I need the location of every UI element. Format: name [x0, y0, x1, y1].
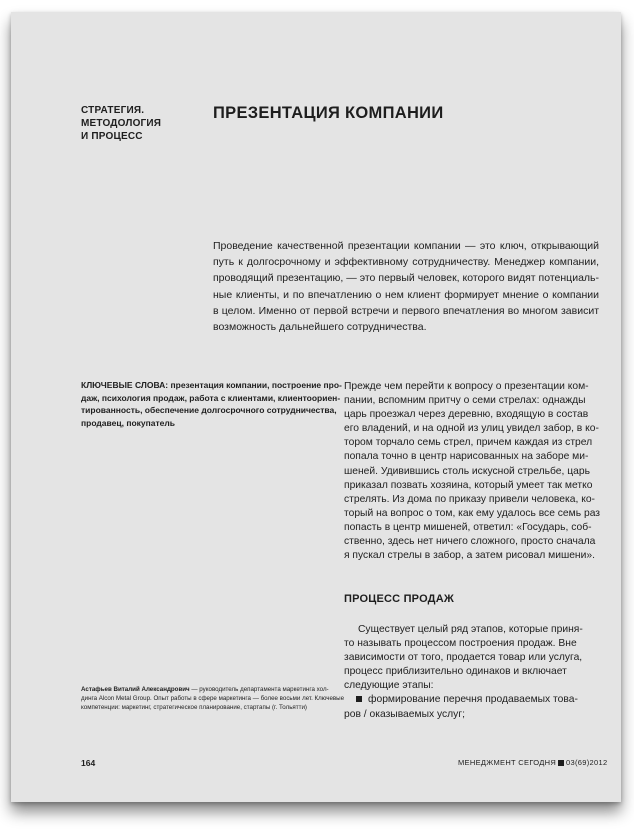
journal-name: МЕНЕДЖМЕНТ СЕГОДНЯ [458, 758, 557, 767]
author-line: компетенции: маркетинг, стратегическое планирование, стартапы (г. Тольятти) [81, 704, 307, 711]
square-bullet-icon [356, 696, 362, 702]
section-label: СТРАТЕГИЯ. МЕТОДОЛОГИЯ И ПРОЦЕСС [81, 105, 162, 142]
square-separator-icon [558, 760, 564, 766]
abstract-line: в целом. Именно от первой встречи и первого впечатления во многом зависит [213, 304, 599, 317]
body-text-sales-process [344, 623, 594, 722]
body-line: следующие этапы: [344, 680, 434, 692]
body-line: приказал позвать хозяина, который умеет так метко [344, 479, 593, 491]
bullet-item [344, 693, 594, 707]
document-page [11, 12, 621, 802]
author-line [81, 685, 333, 694]
keywords-line: тированность, обеспечение долгосрочного сотрудничества, [81, 405, 337, 415]
body-line: Существует целый ряд этапов, которые приня- [358, 624, 583, 635]
author-line: динга Alcon Metal Group. Опыт работы в сфере маркетинга — более восьми лет. Ключевые [81, 695, 345, 702]
bullet-text: формирование перечня продаваемых това- [368, 694, 578, 706]
author-role: — руководитель департамента маркетинга хол- [189, 686, 329, 693]
body-line: тором торчало семь стрел, причем каждая из стрел [344, 437, 593, 449]
author-note [81, 685, 345, 712]
body-line: то называть процессом построения продаж. Вне [344, 638, 577, 650]
body-line: зависимости от того, продается товар или услуга, [344, 652, 583, 664]
keywords-line: КЛЮЧЕВЫЕ СЛОВА: презентация компании, построение про- [81, 380, 342, 390]
abstract-line: Проведение качественной презентации компании — это ключ, открывающий [213, 240, 599, 252]
body-line: царь проезжал через деревню, входящую в состав [344, 409, 589, 421]
author-name: Астафьев Виталий Александрович [81, 686, 190, 693]
journal-footer [458, 758, 607, 767]
page-number: 164 [81, 758, 96, 768]
article-abstract [213, 238, 599, 335]
body-text-parable [344, 380, 601, 563]
body-line: попасть в центр мишеней, ответил: «Государь, соб- [344, 521, 592, 533]
body-line: процесс приблизительно одинаков и включает [344, 666, 567, 678]
abstract-line: возможность дальнейшего сотрудничества. [213, 321, 427, 334]
keywords-block [81, 379, 342, 429]
body-line: торый на вопрос о том, как ему удалось все семь раз [344, 507, 601, 519]
body-line: пании, вспомним притчу о семи стрелах: однажды [344, 395, 586, 407]
body-line: стрелять. Из дома по приказу привели человека, ко- [344, 493, 595, 505]
journal-issue: 03(69)2012 [566, 758, 608, 767]
abstract-line: проводящий презентацию, — это первый человек, которого видят потенциаль- [213, 272, 599, 285]
body-line: ственно, здесь нет ничего сложного, просто сначала [344, 536, 596, 548]
article-title: ПРЕЗЕНТАЦИЯ КОМПАНИИ [213, 104, 444, 122]
abstract-line: путь к долгосрочному и эффективному сотрудничеству. Менеджер компании, [213, 256, 599, 269]
body-line: его владений, и на одной из улиц увидел забор, в ко- [344, 423, 599, 435]
body-line: я пускал стрелы в забор, а затем рисовал мишени». [344, 550, 595, 562]
section-heading: ПРОЦЕСС ПРОДАЖ [344, 593, 455, 605]
body-line: попала точно в центр нарисованных на заборе ми- [344, 451, 589, 463]
keywords-line: продавец, покупатель [81, 417, 176, 428]
body-line: шеней. Удивившись столь искусной стрельбе, царь [344, 465, 590, 477]
body-line: Прежде чем перейти к вопросу о презентации ком- [344, 381, 589, 392]
keywords-line: даж, психология продаж, работа с клиентами, клиентоориен- [81, 392, 341, 403]
abstract-line: ные клиенты, и по впечатлению о нем клиент формирует мнение о компании [213, 288, 599, 301]
bullet-continuation: ров / оказываемых услуг; [344, 708, 465, 720]
